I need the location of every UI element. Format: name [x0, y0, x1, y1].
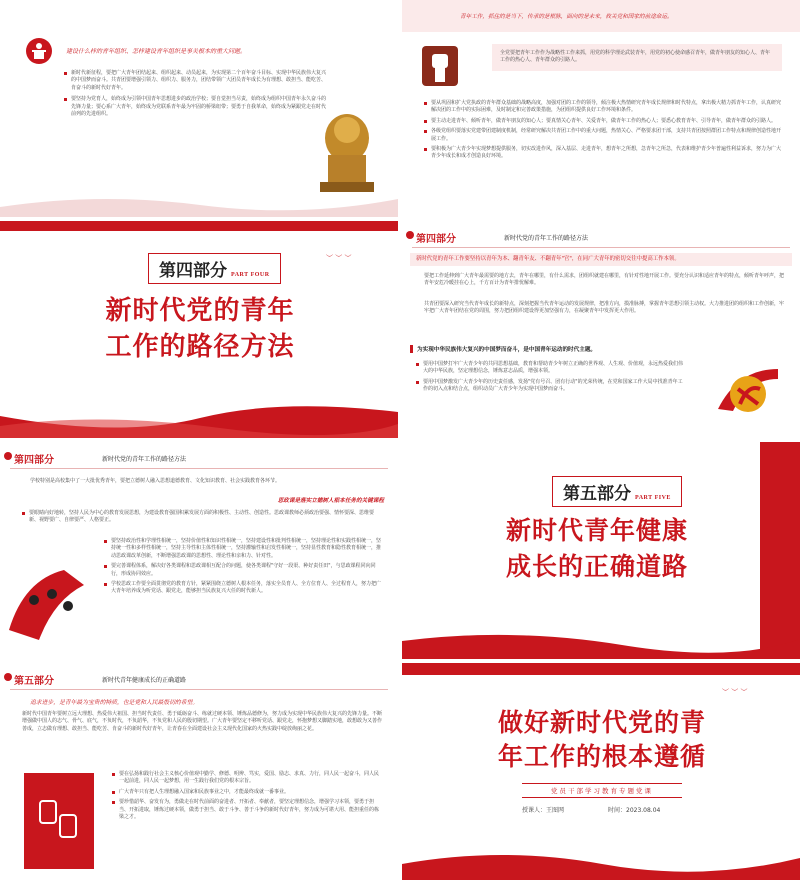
bottom-wave — [402, 840, 800, 880]
main-paragraph: 新时代中国青年要树立远大理想、热爱伟大祖国、担当时代责任、勇于砥砺奋斗、练就过硬本领、锤炼品德修为，努力成为实现中华民族伟大复兴的先锋力量。不断增强做中国人的志气、骨气、底气，不负时代，不负韶华，不负党和人民的殷切期望。广大青年要坚定不移听党话、跟党走，怀抱梦想又脚踏实地，敢想敢为又善作善成，立志做有理想、敢担当、能吃苦、肯奋斗的新时代好青年，让青春在全面建设社会主义现代化国家的火热实践中绽放绚丽之花。 — [22, 711, 383, 732]
bottom-wave — [0, 398, 398, 438]
part-label: 第四部分 PART FOUR — [148, 253, 281, 284]
bullet-4: 要积极为广大青少年实现梦想提供服务，切实改进作风，深入基层、走进青年，想青年之所想，急青年之所急，代表和维护青少年普遍性利益诉求，努力为广大青少年成长和成才创造良好环境。 — [424, 146, 784, 161]
bullet-2: 要主动走进青年、倾听青年，做青年朋友的知心人；要真情关心青年、关爱青年，做青年工作的热心人；要悉心教育青年、引导青年，做青年群众的引路人。 — [424, 118, 784, 125]
bottom-wave — [402, 619, 800, 659]
bullet-3: 各级党组织要落实党建带团建制度机制，经常研究解决共青团工作中的重大问题，热情关心、严格要求团干部，支持共青团按照群团工作特点和规律创造性地开展工作。 — [424, 128, 784, 143]
bullet-1: 要坚持政治性和学理性相统一，坚持价值性和知识性相统一，坚持建设性和批判性相统一，坚持理论性和实践性相统一，坚持统一性和多样性相统一，坚持主导性和主体性相统一，坚持灌输性和启发性相统一，坚持显性教育和隐性教育相统一，推动思政课改革创新，不断增强思政课的思想性、理论性和亲和力、针对性。 — [104, 538, 384, 560]
intro: 学校特别是高校集中了一大批优秀青年，要把立德树人融入思想道德教育、文化知识教育、社会实践教育各环节。 — [30, 478, 281, 484]
bullet-2: 要用中国梦激发广大青少年的历史责任感，发扬"党有号召、团有行动"的光荣传统，在党和国家工作大局中找准青年工作的切入点和结合点，组织动员广大青少年为实现中国梦而奋斗。 — [416, 379, 686, 394]
bullet-1: 要从巩固和扩大党执政的青年群众基础的战略高度，加强对团的工作的领导，倾注极大热情研究青年成长规律和时代特点，拿出极大精力抓青年工作，认真研究解决团的工作中的实际困难，及时制定和完善政策措施，为团组织提供良好工作环境和条件。 — [424, 100, 784, 115]
bullet-2: 要坚持为党育人，始终成为引领中国青年思想进步的政治学校；要自觉担当尽责，始终成为组织中国青年永久奋斗的先锋力量；要心系广大青年，始终成为党联系青年最为牢固的桥梁纽带；要勇于自我革命，始终成为紧跟党走在时代前列的先进组织。 — [64, 96, 328, 118]
quote: 追求进步，是青年最为宝贵的特质，也是党和人民最殷切的希望。 — [30, 700, 199, 706]
slide-5[interactable] — [0, 442, 398, 659]
date: 时间：2023.08.04 — [608, 807, 661, 814]
party-emblem-icon — [708, 349, 788, 429]
bullet-1: 要用中国梦打牢广大青少年的共同思想基础，教育和帮助青少年树立正确的世界观、人生观、价值观，永远热爱我们伟大的中华民族，坚定理想信念，锤炼意志品质，增强本领。 — [416, 361, 686, 376]
subheading: 思政课是落实立德树人根本任务的关键课程 — [277, 498, 384, 504]
slide-8[interactable] — [402, 663, 800, 880]
bullet-2: 广大青年只有把人生理想融入国家和民族事业之中，才能最终成就一番事业。 — [112, 789, 382, 796]
fist-icon — [422, 46, 458, 86]
bullet-1: 新时代新征程，要把广大青年团结起来、组织起来、动员起来，为实现第二个百年奋斗目标、实现中华民族伟大复兴的中国梦而奋斗。共青团要增强引领力、组织力、服务力，团结带领广大团员青年成长为有理想、敢担当、能吃苦、肯奋斗的新时代好青年。 — [64, 70, 328, 92]
paragraph-1: 要把工作延伸到广大青年最需要的地方去，青年在哪里，有什么需求，团组织就建在哪里，有针对性地开展工作。要充分认识和适应青年的特点，倾听青年呼声，把青年安危冷暖挂在心上，千方百计为青年排忧解难。 — [424, 273, 785, 287]
youth-graphic — [4, 540, 94, 650]
slide-1[interactable] — [0, 0, 398, 217]
subheading: 为实现中华民族伟大复兴的中国梦而奋斗，是中国青年运动的时代主题。 — [410, 345, 710, 353]
section-label: 第四部分 — [14, 455, 54, 466]
banner: 新时代党的青年工作要坚持以青年为本、翻青年友、不翻青年"官"，在同广大青年的密切交往中提高工作本领。 — [410, 253, 792, 266]
part-label: 第五部分 PART FIVE — [552, 476, 682, 507]
slide-header: 新时代党的青年工作的路径方法 — [504, 235, 589, 242]
slide-header: 新时代党的青年工作的路径方法 — [102, 456, 187, 463]
birds: ︶ ︶ ︶ — [326, 254, 352, 262]
slide-header: 新时代青年健康成长的正确道路 — [102, 677, 187, 684]
section-label: 第五部分 — [14, 676, 54, 687]
slide-7[interactable] — [0, 663, 398, 880]
bullet-3: 要珍惜韶华、奋发有为，勇做走在时代前面的奋进者、开拓者、奉献者，要坚定理想信念，增强学习本领，要勇于担当、开拓进取，锤炼过硬本领，做勇于担当、敢于斗争、善于斗争的新时代好青年，努力成为可堪大用、能担重任的栋梁之才。 — [112, 799, 382, 821]
slide-4[interactable] — [402, 221, 800, 438]
lead-bullet: 要眼睛向好地转，坚持人民为中心的教育发展思想，为建设教育强国积累发展方面的积极性、主动性、创造性。思政课教师必须政治要强、情怀要深、思维要新、视野要广、自律要严、人格要正。 — [22, 510, 382, 525]
slide-2[interactable] — [402, 0, 800, 217]
slide-6[interactable] — [402, 442, 800, 659]
section-label: 第四部分 — [416, 234, 456, 245]
bullet-2: 要完善课程体系，解决好各类课程和思政课相互配合的问题，使各类课程"守好一段渠、种好责任田"，与思政课程同向同行，形成协同效应。 — [104, 563, 384, 578]
speaker: 授课人：王图网 — [522, 807, 565, 814]
question: 建设什么样的青年组织、怎样建设青年组织是事关根本的重大问题。 — [66, 48, 247, 55]
bullet-1: 要在弘扬和践行社会主义核心价值观中勤学、修德、明辨、笃实，爱国、励志、求真、力行，同人民一起奋斗，同人民一起前进，同人民一起梦想，用一生践行我们党的根本宗旨。 — [112, 771, 382, 786]
birds: ︶ ︶ ︶ — [722, 688, 748, 696]
cover-title: 做好新时代党的青 年工作的根本遵循 — [497, 710, 706, 771]
top-statement: 青年工作，抓住的是当下，传承的是根脉，面向的是未来，攸关党和国家的前途命运。 — [460, 14, 673, 20]
hands-icon — [24, 773, 94, 869]
bullet-3: 学校思政工作要全面贯彻党的教育方针，紧紧围绕立德树人根本任务，落实全员育人、全方位育人、全过程育人，努力把广大青年培养成为听党话、跟党走，能够担当民族复兴大任的时代新人。 — [104, 581, 384, 596]
subtitle: 党员干部学习教育专题党课 — [522, 783, 682, 798]
part-title: 新时代党的青年 工作的路径方法 — [105, 296, 295, 361]
slide-3[interactable] — [0, 221, 398, 438]
paragraph-2: 共青团要深入研究当代青年成长的新特点，深刻把握当代青年运动的发展规律，把准方向，摸准脉搏，掌握青年思想引领主动权。大力推进团的组织和工作创新，牢牢把广大青年团结在党的周围，努力把团组织建设得更加坚强有力，在凝聚青年中发挥更大作用。 — [424, 301, 785, 315]
highlight-box: 全党要把青年工作作为战略性工作来抓，用党的科学理论武装青年，用党的初心使命感召青年，做青年朋友的知心人、青年工作的热心人、青年群众的引路人。 — [492, 44, 782, 71]
bottom-wave — [0, 177, 398, 217]
part-title: 新时代青年健康 成长的正确道路 — [505, 518, 688, 581]
podium-icon — [26, 38, 52, 64]
